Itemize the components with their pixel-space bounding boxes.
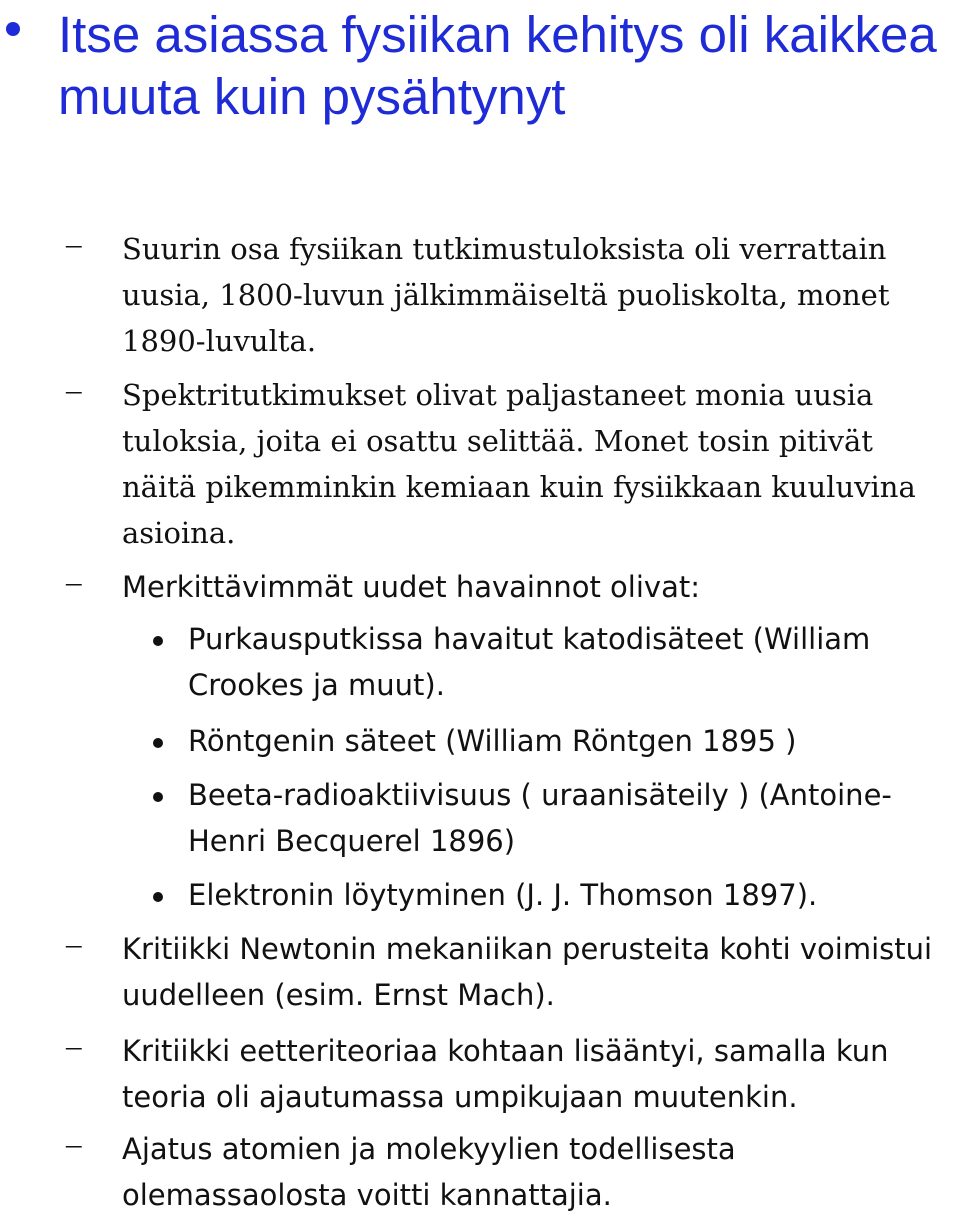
dash-marker: – <box>66 1028 82 1063</box>
dash-marker: – <box>66 926 82 961</box>
list-item-text: Suurin osa fysiikan tutkimustuloksista oli verrattain uusia, 1800-luvun jälkimmäiseltä puoliskolta, monet 1890-luvulta. <box>122 232 890 358</box>
list-item-text: Ajatus atomien ja molekyylien todellisesta olemassaolosta voitti kannattajia. <box>122 1132 736 1212</box>
bullet-dot-icon <box>153 792 163 802</box>
title-bullet-icon <box>6 22 20 36</box>
dash-marker: – <box>66 1126 82 1161</box>
list-item-text: Spektritutkimukset olivat paljastaneet monia uusia tuloksia, joita ei osattu selittää. Monet tosin pitivät näitä pikemminkin kemiaan kuin fysiikkaan kuuluvina asioina. <box>122 378 916 550</box>
sub-list-item-text: Röntgenin säteet (William Röntgen 1895 ) <box>188 724 797 758</box>
bullet-dot-icon <box>153 738 163 748</box>
sub-list-item-text: Purkausputkissa havaitut katodisäteet (William Crookes ja muut). <box>188 622 871 702</box>
dash-marker: – <box>66 372 82 407</box>
dash-marker: – <box>66 564 82 599</box>
list-item-text: Kritiikki Newtonin mekaniikan perusteita kohti voimistui uudelleen (esim. Ernst Mach). <box>122 932 933 1012</box>
slide-title: Itse asiassa fysiikan kehitys oli kaikkea muuta kuin pysähtynyt <box>58 6 937 125</box>
dash-marker: – <box>66 226 82 261</box>
list-item-text: Kritiikki eetteriteoriaa kohtaan lisääntyi, samalla kun teoria oli ajautumassa umpikujaan muutenkin. <box>122 1034 889 1114</box>
sub-list-item-text: Elektronin löytyminen (J. J. Thomson 1897). <box>188 878 818 912</box>
list-item-text: Merkittävimmät uudet havainnot olivat: <box>122 570 700 604</box>
bullet-dot-icon <box>153 892 163 902</box>
sub-list-item-text: Beeta-radioaktiivisuus ( uraanisäteily ) (Antoine-Henri Becquerel 1896) <box>188 778 892 858</box>
bullet-dot-icon <box>153 636 163 646</box>
